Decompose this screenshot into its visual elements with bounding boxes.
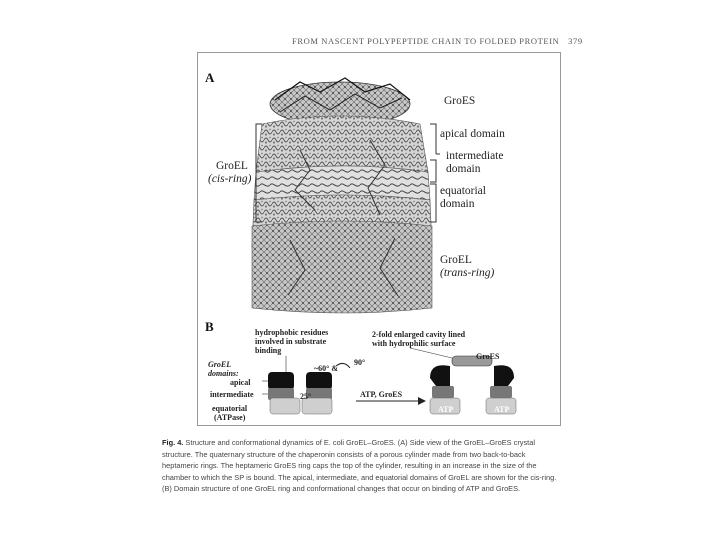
groel-trans-label-1: GroEL [440, 254, 472, 266]
groes-label: GroES [444, 95, 476, 107]
running-head-title: FROM NASCENT POLYPEPTIDE CHAIN TO FOLDED PROTEIN [292, 36, 560, 46]
groel-domains-label-2: domains: [208, 369, 239, 378]
equatorial-label-1: equatorial [440, 185, 486, 197]
groel-cis-label-2: (cis-ring) [208, 173, 252, 185]
equatorial-label-2: domain [440, 198, 475, 210]
groel-trans-ring [252, 221, 432, 313]
cavity-label-2: with hydrophilic surface [372, 339, 456, 348]
angle-90-label: 90° [354, 358, 366, 367]
panel-a-label: A [205, 70, 215, 85]
angle-60-label: ~60° & [314, 364, 339, 373]
cavity-label-1: 2-fold enlarged cavity lined [372, 330, 466, 339]
groes-label-b: GroES [476, 352, 500, 361]
figure-caption [162, 437, 560, 495]
intermediate-label-2: domain [446, 163, 481, 175]
domain-brackets [430, 124, 440, 222]
page-number: 379 [568, 36, 583, 46]
atp-right-label: ATP [494, 405, 510, 414]
caption-fig-label: Fig. 4. [162, 438, 184, 447]
groel-cis-label-1: GroEL [216, 160, 248, 172]
caption-text: Structure and conformational dynamics of E. coli GroEL–GroES. (A) Side view of the GroEL–GroES crystal structure. The quaternary structure of the chaperonin consists of a porous cylinder made from two back-to-back heptameric rings. The heptameric GroES ring caps the top of the cylinder, resulting in an increase in the size of the chamber to which the SP is bound. The apical, intermediate, and equatorial domains of GroEL are shown for the cis-ring. (B) Domain structure of one GroEL ring and conformational changes that occur on binding of ATP and GroES. [162, 438, 557, 493]
atp-left-label: ATP [438, 405, 454, 414]
intermediate-label-1: intermediate [446, 150, 504, 162]
atpase-label: (ATPase) [214, 413, 246, 422]
panel-b-label: B [205, 319, 214, 334]
apical-label-b: apical [230, 378, 251, 387]
hydrophobic-label-2: involved in substrate [255, 337, 327, 346]
intermediate-label-b: intermediate [210, 390, 254, 399]
apical-domain-label: apical domain [440, 128, 505, 140]
hydrophobic-label-3: binding [255, 346, 282, 355]
groel-trans-label-2: (trans-ring) [440, 267, 495, 279]
groel-domains-label-1: GroEL [208, 360, 232, 369]
arrow-label: ATP, GroES [360, 390, 403, 399]
equatorial-label-b: equatorial [212, 404, 248, 413]
angle-25-label: 25° [300, 392, 312, 401]
hydrophobic-label-1: hydrophobic residues [255, 328, 329, 337]
